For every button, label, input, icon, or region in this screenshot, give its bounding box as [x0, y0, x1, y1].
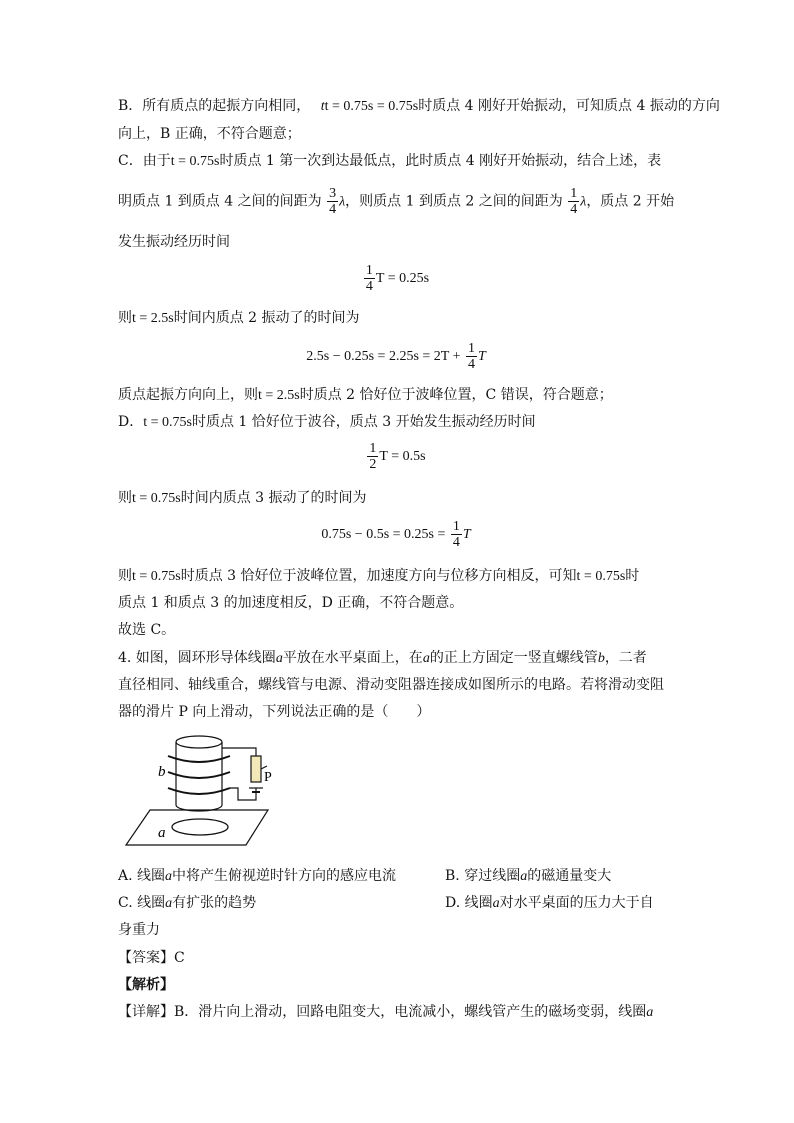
- math-t: t = 0.75s: [132, 491, 181, 506]
- rheostat: [251, 756, 261, 782]
- fraction-1-4: [568, 186, 579, 217]
- text: B．所有质点的起振方向相同，: [118, 98, 311, 114]
- text: 则: [118, 568, 132, 584]
- var-a: a: [520, 869, 528, 884]
- lambda-symbol: λ: [339, 194, 346, 210]
- text: 平放在水平桌面上，在: [282, 650, 423, 666]
- option-c-line-3: [118, 232, 230, 252]
- text: 的磁通量变大: [527, 868, 612, 884]
- math-t: t = 0.75s: [576, 569, 626, 584]
- then-line-1: [118, 308, 360, 329]
- solenoid-figure: [118, 730, 278, 859]
- text: 明质点 1 到质点 4 之间的间距为: [118, 193, 322, 210]
- option-d-line-2: [118, 920, 160, 940]
- text: C．由于: [118, 153, 171, 169]
- label-p: P: [264, 770, 272, 785]
- equation-1: [118, 262, 674, 295]
- math-t: t = 0.75s: [132, 569, 181, 584]
- equation-4: [118, 518, 674, 551]
- var-a: a: [646, 1005, 654, 1020]
- text: 则: [118, 490, 132, 506]
- text: 则: [118, 310, 132, 326]
- question-4-line-2: [118, 675, 664, 695]
- answer: [118, 948, 185, 968]
- text: 质点起振方向向上，则: [118, 387, 258, 403]
- option-b[interactable]: [445, 866, 611, 887]
- question-4-line-3: [118, 702, 430, 722]
- denominator: 2: [369, 456, 377, 472]
- text: 【答案】C: [118, 950, 185, 966]
- period-symbol: T: [462, 527, 471, 542]
- denominator: 4: [467, 356, 475, 372]
- conclusion: [118, 620, 175, 640]
- text: 直径相同、轴线重合，螺线管与电源、滑动变阻器连接成如图所示的电路。若将滑动变阻: [118, 677, 664, 693]
- numerator: 3: [329, 186, 337, 201]
- var-a: a: [422, 651, 430, 666]
- wire: [230, 788, 256, 800]
- text: 身重力: [118, 922, 160, 938]
- math-t: t = 0.75s: [170, 154, 220, 169]
- option-c-line-2: [118, 186, 674, 218]
- text: 时间内质点 3 振动了的时间为: [180, 490, 367, 506]
- equation-2: [118, 340, 674, 373]
- text: 时质点 4 刚好开始振动，可知质点 4 振动的方向: [418, 98, 720, 114]
- option-d-line-3: [118, 566, 639, 587]
- numerator: 1: [369, 440, 377, 456]
- text: 的正上方固定一竖直螺线管: [429, 650, 598, 666]
- numerator: 1: [365, 262, 373, 278]
- option-b-line-2: [118, 124, 301, 144]
- denominator: 4: [570, 202, 578, 217]
- text: ，质点 2 开始: [586, 193, 675, 210]
- text: 【详解】B．滑片向上滑动，回路电阻变大，电流减小，螺线管产生的磁场变弱，线圈: [118, 1004, 647, 1020]
- option-a[interactable]: [118, 866, 396, 887]
- option-c-line-4: [118, 385, 613, 406]
- analysis-heading: [118, 975, 174, 995]
- denominator: 4: [452, 534, 460, 550]
- lambda-symbol: λ: [580, 194, 587, 210]
- text: 发生振动经历时间: [118, 234, 230, 250]
- option-d-line-2: [118, 488, 367, 509]
- var-a: a: [165, 896, 173, 911]
- text: 有扩张的趋势: [172, 895, 257, 911]
- slider-arrow: [261, 766, 267, 769]
- math-t: t = 0.75s: [324, 99, 374, 114]
- text: 时间内质点 2 振动了的时间为: [173, 310, 360, 326]
- text: ，则质点 1 到质点 2 之间的间距为: [345, 193, 563, 210]
- option-d-line-4: [118, 593, 463, 613]
- text: 【解析】: [118, 977, 174, 993]
- text: D．: [118, 414, 144, 430]
- text: C. 线圈: [118, 895, 166, 911]
- coil-winding: [168, 756, 230, 762]
- text: 时质点 1 第一次到达最低点，此时质点 4 刚好开始振动，结合上述，表: [219, 153, 662, 169]
- text: 故选 C。: [118, 622, 176, 638]
- detail-line-1: [118, 1002, 653, 1023]
- numerator: 1: [452, 518, 460, 534]
- numerator: 1: [467, 340, 475, 356]
- option-d-line-1: [118, 412, 536, 433]
- text: 质点 1 和质点 3 的加速度相反，D 正确，不符合题意。: [118, 595, 464, 611]
- var-a: a: [492, 896, 500, 911]
- equation-left: 2.5s − 0.25s = 2.25s = 2T +: [306, 349, 461, 364]
- denominator: 4: [329, 202, 337, 217]
- var-b: b: [597, 651, 605, 666]
- fraction-3-4: [327, 186, 338, 217]
- text: B. 穿过线圈: [445, 868, 521, 884]
- period-symbol: T: [477, 349, 486, 364]
- math-t: t = 2.5s: [258, 388, 300, 403]
- solenoid-diagram: [118, 730, 278, 855]
- text: D. 线圈: [445, 895, 493, 911]
- var-a: a: [275, 651, 283, 666]
- text: A. 线圈: [118, 868, 166, 884]
- math-t: t = 2.5s: [132, 311, 174, 326]
- text: 向上，B 正确，不符合题意；: [118, 126, 301, 142]
- equation-left: 0.75s − 0.5s = 0.25s =: [321, 527, 446, 542]
- question-4-line-1: [118, 648, 647, 669]
- option-d[interactable]: [445, 893, 654, 914]
- denominator: 4: [365, 278, 373, 294]
- option-b-line-1: B．所有质点的起振方向相同， tt = 0.75s = 0.75s时质点 4 刚好开始振动，可知质点 4 振动的方向: [118, 98, 720, 114]
- coil-winding: [168, 788, 230, 794]
- text: 对水平桌面的压力大于自: [499, 895, 654, 911]
- label-a: a: [158, 825, 166, 841]
- var-a: a: [165, 869, 173, 884]
- text: 时质点 1 恰好位于波谷，质点 3 开始发生振动经历时间: [191, 414, 536, 430]
- equation-rest: T = 0.5s: [379, 449, 426, 464]
- text: 4. 如图，圆环形导体线圈: [118, 650, 276, 666]
- option-c-line-1: [118, 151, 661, 172]
- text: 时质点 3 恰好位于波峰位置，加速度方向与位移方向相反，可知: [180, 568, 577, 584]
- table-surface: [126, 810, 268, 845]
- equation-rest: T = 0.25s: [375, 271, 430, 286]
- text: 器的滑片 P 向上滑动，下列说法正确的是（ ）: [118, 704, 431, 720]
- text: 时: [625, 568, 640, 584]
- equation-3: [118, 440, 674, 473]
- ring-a: [172, 819, 228, 835]
- numerator: 1: [570, 186, 578, 201]
- label-b: b: [158, 764, 166, 780]
- text: 中将产生俯视逆时针方向的感应电流: [172, 868, 397, 884]
- solenoid-top: [176, 736, 222, 748]
- math-t: t = 0.75s: [143, 415, 192, 430]
- coil-winding: [168, 772, 230, 778]
- text: ，二者: [604, 650, 647, 666]
- text: 时质点 2 恰好位于波峰位置，C 错误，符合题意；: [299, 387, 613, 403]
- option-c[interactable]: [118, 893, 256, 914]
